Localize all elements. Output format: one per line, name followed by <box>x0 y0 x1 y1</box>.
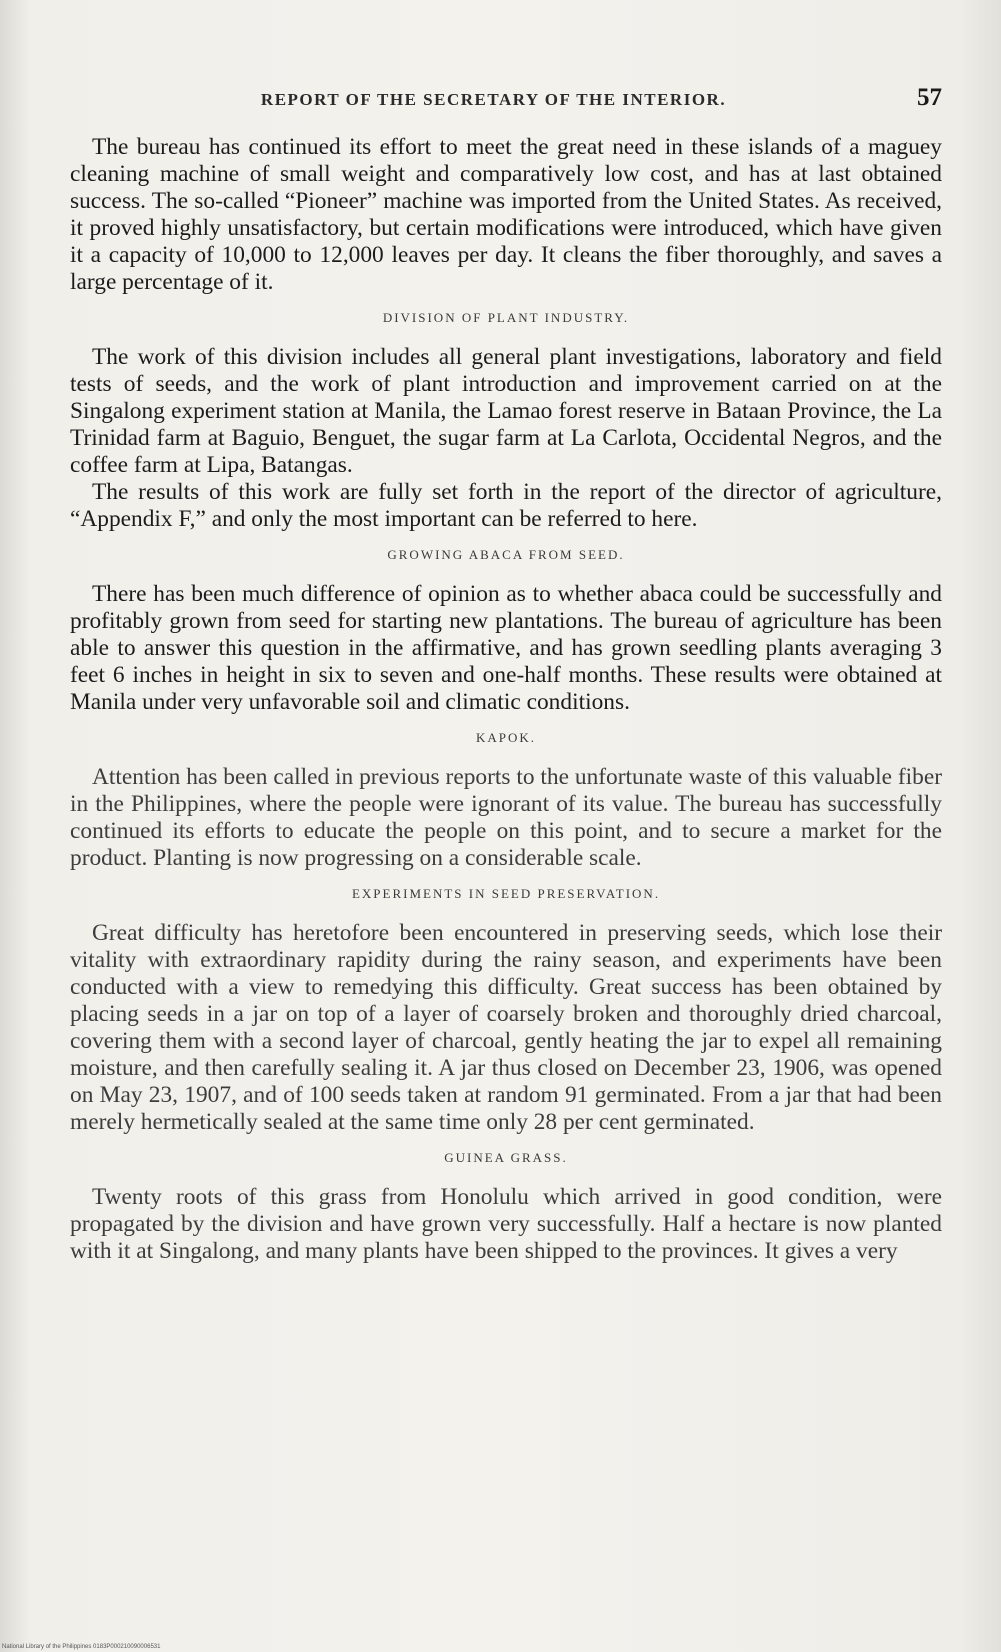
heading-kapok: KAPOK. <box>475 730 537 745</box>
paragraph-division-work: The work of this division includes all general plant investigations, laboratory and field tests of seeds, and the work of plant introduction and improvement carried on at the Singalong experiment station at Manila, the Lamao forest reserve in Bataan Province, the La Trinidad farm at Baguio, Benguet, the sugar farm at La Carlota, Occidental Negros, and the coffee farm at Lipa, Batangas. <box>70 344 942 478</box>
paragraph-results: The results of this work are fully set forth in the report of the director of agriculture, “Appendix F,” and only the most important can be referred to here. <box>70 479 942 532</box>
paragraph-guinea-grass: Twenty roots of this grass from Honolulu which arrived in good condition, were propagated by the division and have grown very successfully. Half a hectare is now planted with it at Singalong, and many plants have been shipped to the provinces. It gives a very <box>70 1184 942 1264</box>
heading-growing-abaca: GROWING ABACA FROM SEED. <box>387 547 625 562</box>
paragraph-kapok: Attention has been called in previous reports to the unfortunate waste of this valuable fiber in the Philippines, where the people were ignorant of its value. The bureau has successfully continued its efforts to educate the people on this point, and to secure a market for the product. Planting is now progressing on a considerable scale. <box>70 764 942 871</box>
heading-guinea-grass: GUINEA GRASS. <box>444 1150 568 1165</box>
paragraph-maguey-machine: The bureau has continued its effort to meet the great need in these islands of a maguey cleaning machine of small weight and comparatively low cost, and has at last obtained success. The so-called “Pioneer” machine was imported from the United States. As received, it proved highly unsatisfactory, but certain modifications were introduced, which have given it a capacity of 10,000 to 12,000 leaves per day. It cleans the fiber thoroughly, and saves a large percentage of it. <box>70 134 942 295</box>
paragraph-abaca: There has been much difference of opinion as to whether abaca could be successfully and profitably grown from seed for starting new plantations. The bureau of agriculture has been able to answer this question in the affirmative, and has grown seedling plants averaging 3 feet 6 inches in height in six to seven and one-half months. These results were obtained at Manila under very unfavorable soil and climatic conditions. <box>70 581 942 715</box>
running-title: REPORT OF THE SECRETARY OF THE INTERIOR. <box>260 90 727 109</box>
page-number: 57 <box>917 84 942 111</box>
page-content <box>70 84 942 1265</box>
scan-footer: National Library of the Philippines 0183P000210090006531 <box>2 1644 161 1650</box>
heading-plant-industry: DIVISION OF PLANT INDUSTRY. <box>382 310 630 325</box>
heading-seed-preservation: EXPERIMENTS IN SEED PRESERVATION. <box>351 886 661 901</box>
paragraph-seed-preservation: Great difficulty has heretofore been encountered in preserving seeds, which lose their vitality with extraordinary rapidity during the rainy season, and experiments have been conducted with a view to remedying this difficulty. Great success has been obtained by placing seeds in a jar on top of a layer of coarsely broken and thoroughly dried charcoal, covering them with a second layer of charcoal, gently heating the jar to expel all remaining moisture, and then carefully sealing it. A jar thus closed on December 23, 1906, was opened on May 23, 1907, and of 100 seeds taken at random 91 germinated. From a jar that had been merely hermetically sealed at the same time only 28 per cent germinated. <box>70 920 942 1135</box>
running-header <box>70 84 942 112</box>
